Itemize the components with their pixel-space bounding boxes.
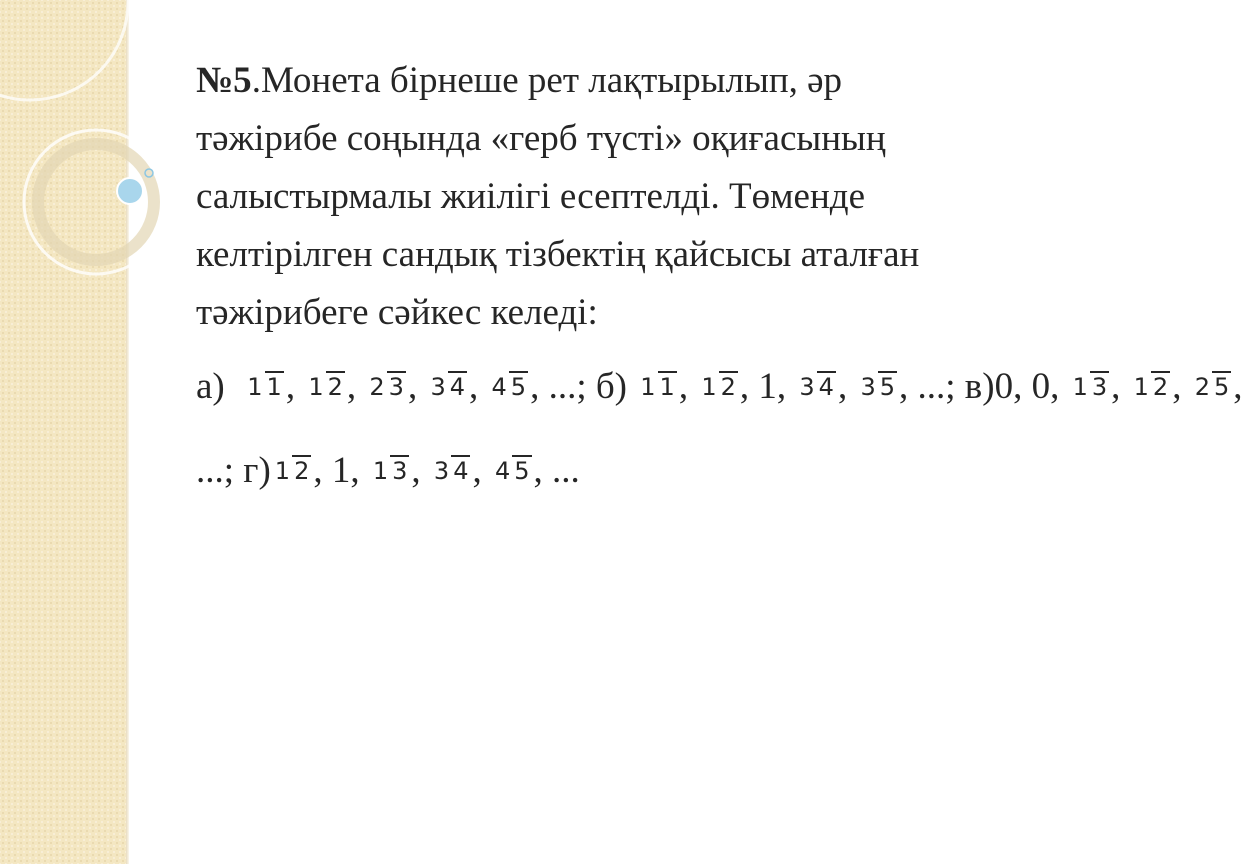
option-text: ,: [346, 366, 366, 408]
fraction-numerator: 1: [274, 456, 291, 485]
fraction-denominator: 2: [720, 372, 736, 401]
fraction: [858, 372, 897, 402]
fraction: [428, 372, 467, 402]
fraction-denominator: 2: [294, 456, 310, 485]
fraction-denominator: 4: [453, 456, 469, 485]
fraction-numerator: 2: [1194, 372, 1210, 401]
fraction-denominator: 1: [659, 372, 675, 401]
fraction-numerator: 2: [369, 372, 385, 401]
option-text: ,: [837, 366, 857, 408]
fraction-numerator: 1: [247, 372, 263, 401]
fraction-denominator: 3: [392, 456, 408, 485]
fraction: [797, 372, 836, 402]
problem-line-2: тәжірибе соңында «герб түсті» оқиғасының: [196, 118, 886, 159]
ring-decoration-outer: [24, 130, 168, 274]
fraction-numerator: 3: [860, 372, 876, 401]
fraction: [306, 372, 345, 402]
fraction: [432, 456, 471, 486]
fraction-numerator: 3: [433, 456, 450, 485]
fraction-numerator: 1: [1133, 372, 1149, 401]
fraction: [1071, 372, 1110, 402]
fraction-denominator: 4: [449, 372, 465, 401]
large-arc-decoration: [0, 0, 128, 100]
fraction-denominator: 1: [266, 372, 282, 401]
fraction-denominator: 5: [879, 372, 895, 401]
option-text: ,: [1172, 366, 1191, 408]
fraction-numerator: 1: [701, 372, 717, 401]
problem-line-4: келтірілген сандық тізбектің қайсысы аталған: [196, 234, 920, 275]
option-text: ,: [407, 366, 427, 408]
fraction-denominator: 4: [818, 372, 834, 401]
fraction-numerator: 1: [308, 372, 324, 401]
fraction: [1193, 372, 1232, 402]
option-text: ,: [285, 366, 305, 408]
fraction-numerator: 3: [799, 372, 815, 401]
answer-options: [196, 362, 1243, 530]
fraction: [493, 456, 532, 486]
fraction-denominator: 3: [388, 372, 404, 401]
problem-line-text: .Монета бірнеше рет лақтырылып, әр: [251, 60, 843, 101]
fraction-denominator: 2: [327, 372, 343, 401]
option-text: , 1,: [739, 366, 796, 408]
fraction-numerator: 4: [491, 372, 507, 401]
option-text: ,: [411, 450, 430, 492]
fraction-denominator: 5: [514, 456, 530, 485]
option-text: ,: [469, 366, 488, 408]
fraction: [367, 372, 406, 402]
problem-line-5: тәжірибеге сәйкес келеді:: [196, 292, 598, 333]
fraction-numerator: 1: [372, 456, 389, 485]
decorative-circles: [0, 0, 200, 320]
options-line-1: [196, 362, 1243, 446]
problem-number: №5: [196, 60, 252, 101]
fraction-denominator: 3: [1091, 372, 1108, 401]
problem-line-3: салыстырмалы жиілігі есептелді. Төменде: [196, 176, 865, 217]
fraction-numerator: 4: [494, 456, 511, 485]
fraction-numerator: 1: [640, 372, 656, 401]
problem-text: [196, 52, 1096, 342]
fraction: [245, 372, 284, 402]
option-text: , ...; б): [530, 366, 637, 408]
option-text: ...; г): [196, 450, 271, 492]
fraction-denominator: 5: [1213, 372, 1230, 401]
fraction-denominator: 2: [1152, 372, 1169, 401]
fraction: [490, 372, 529, 402]
fraction: [638, 372, 677, 402]
fraction: [371, 456, 410, 486]
fraction: [273, 456, 312, 486]
bubble-decoration: [117, 178, 143, 204]
option-text: ,: [472, 450, 491, 492]
option-text: , 1,: [313, 450, 369, 492]
options-line-2: [196, 446, 1126, 530]
fraction: [699, 372, 738, 402]
option-text: ,: [1111, 366, 1130, 408]
option-text: а): [196, 366, 244, 408]
fraction-numerator: 3: [430, 372, 446, 401]
fraction-denominator: 5: [510, 372, 527, 401]
option-text: , ...; в)0, 0,: [899, 366, 1069, 408]
fraction: [1132, 372, 1171, 402]
option-text: , ...: [533, 450, 580, 492]
problem-line-1: [196, 52, 1096, 110]
option-text: ,: [678, 366, 698, 408]
option-text: ,: [1233, 366, 1243, 408]
fraction-numerator: 1: [1072, 372, 1088, 401]
